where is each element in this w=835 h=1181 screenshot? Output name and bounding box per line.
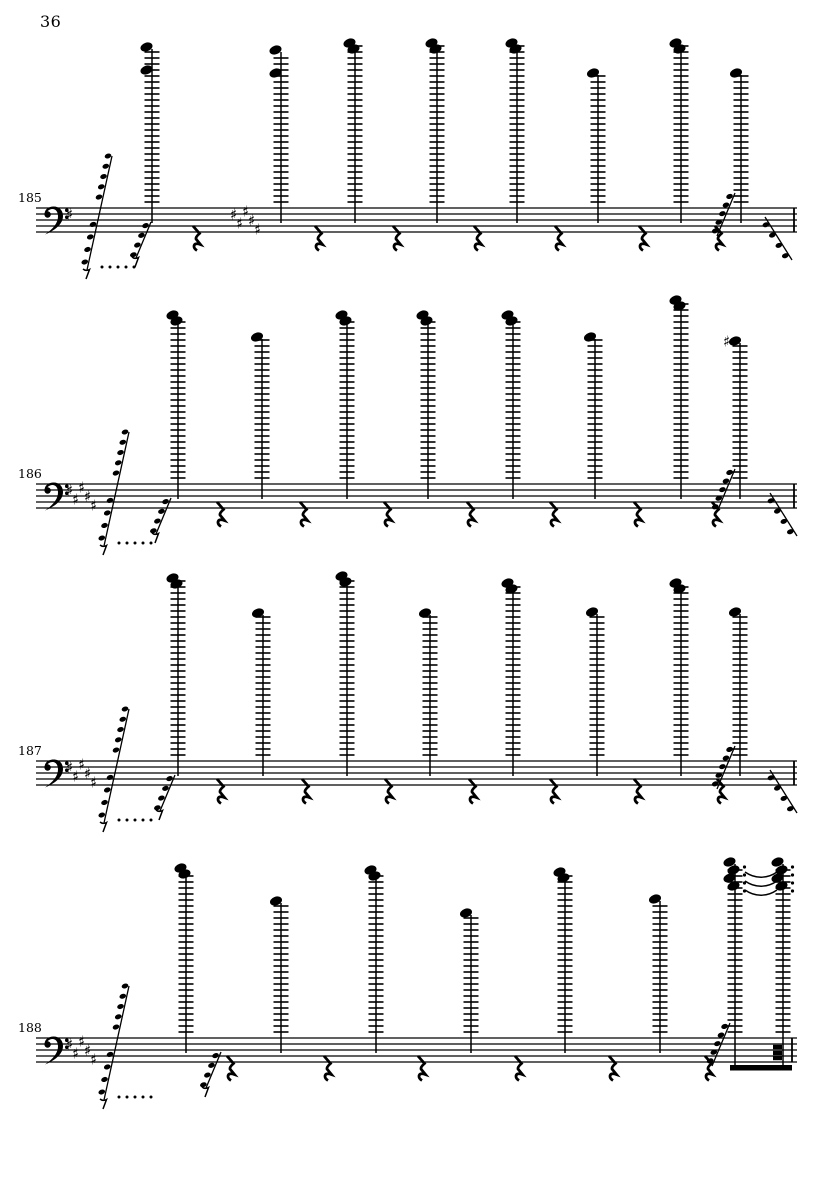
sharp-accidental-icon: ♯ [78, 1032, 86, 1051]
quarter-rest [217, 779, 225, 804]
quarter-rest [515, 1056, 523, 1081]
system-186 [36, 294, 797, 555]
note-column [668, 37, 688, 223]
sharp-accidental-icon: ♯ [78, 478, 86, 497]
measure-number: 185 [18, 190, 42, 205]
run-slash [104, 986, 129, 1100]
sharp-accidental-icon: ♯ [72, 1044, 80, 1063]
rest-hook [132, 257, 139, 267]
quarter-rest [634, 779, 642, 804]
quarter-rest [550, 779, 558, 804]
continuation-dot [134, 1096, 137, 1099]
quarter-rest [634, 502, 642, 527]
rest-hook [152, 533, 159, 543]
note-column [648, 893, 668, 1053]
staff-cluster-notehead [773, 1056, 782, 1060]
note-column [268, 44, 288, 223]
closing-cluster-run [762, 217, 792, 260]
quarter-rest [469, 779, 477, 804]
note-column [424, 37, 444, 223]
opening-cluster-run [81, 153, 136, 279]
quarter-rest [609, 1056, 617, 1081]
sharp-accidental-icon: ♯ [66, 1035, 74, 1054]
continuation-dot [101, 266, 104, 269]
sharp-accidental-icon: ♯ [248, 211, 256, 230]
continuation-dot [109, 266, 112, 269]
sharp-accidental-icon: ♯ [66, 481, 74, 500]
note-column [500, 577, 520, 776]
note-column [165, 309, 185, 499]
note-column [250, 331, 270, 499]
rest-hook [100, 1099, 107, 1109]
system-185 [36, 37, 797, 279]
sharp-accidental-icon: ♯ [84, 764, 92, 783]
tie [745, 881, 777, 886]
key-signature [66, 206, 73, 224]
continuation-dot [142, 542, 145, 545]
secondary-cluster-run [199, 1052, 221, 1097]
note-column [585, 606, 605, 776]
tie [745, 872, 777, 877]
note-column [668, 294, 688, 499]
rest-hook [156, 810, 163, 820]
measure-number: 187 [18, 743, 42, 758]
note-column [363, 864, 383, 1053]
continuation-dot [134, 542, 137, 545]
quarter-rest [550, 502, 558, 527]
sharp-accidental-icon: ♯ [66, 205, 74, 224]
sharp-accidental-icon: ♯ [84, 487, 92, 506]
augmentation-dot [791, 889, 794, 892]
sharp-accidental-icon: ♯ [242, 202, 250, 221]
sharp-accidental-icon: ♯ [90, 773, 98, 792]
measure-number: 188 [18, 1020, 42, 1035]
run-slash [770, 493, 797, 536]
sharp-accidental-icon: ♯ [72, 490, 80, 509]
continuation-dot [126, 819, 129, 822]
rest-hook [100, 545, 107, 555]
sharp-accidental-icon: ♯ [90, 1050, 98, 1069]
note-column [586, 67, 606, 223]
continuation-dot [118, 819, 121, 822]
staff-cluster-notehead [773, 1051, 782, 1055]
continuation-dot [118, 1096, 121, 1099]
note-column [552, 866, 572, 1053]
page-number: 36 [40, 12, 62, 31]
augmentation-dot [743, 865, 746, 868]
quarter-rest [324, 1056, 332, 1081]
system-187 [36, 570, 797, 832]
rest-hook [83, 269, 90, 279]
continuation-dot [125, 266, 128, 269]
secondary-cluster-run [129, 222, 151, 267]
continuation-dot [150, 1096, 153, 1099]
run-slash [104, 709, 129, 823]
continuation-dot [134, 819, 137, 822]
quarter-rest [193, 226, 201, 251]
note-column [139, 41, 159, 223]
note-column [334, 570, 354, 776]
continuation-dot [126, 542, 129, 545]
opening-cluster-run [98, 706, 153, 832]
quarter-rest [393, 226, 401, 251]
note-column [251, 607, 271, 776]
quarter-rest [384, 502, 392, 527]
augmentation-dot [743, 873, 746, 876]
tie [745, 890, 777, 895]
note-column [504, 37, 524, 223]
sharp-accidental-icon: ♯ [84, 1041, 92, 1060]
continuation-dot [142, 1096, 145, 1099]
augmentation-dot [791, 865, 794, 868]
staff-cluster-notehead [773, 1045, 782, 1049]
note-column [269, 895, 289, 1053]
quarter-rest [300, 502, 308, 527]
staff-lines [36, 758, 797, 785]
sharp-accidental-icon: ♯ [90, 496, 98, 515]
quarter-rest [302, 779, 310, 804]
sharp-accidental-icon: ♯ [236, 214, 244, 233]
continuation-dot [126, 1096, 129, 1099]
note-column [583, 331, 603, 499]
run-slash [87, 156, 112, 270]
system-188 [36, 856, 797, 1109]
quarter-rest [315, 226, 323, 251]
quarter-rest [217, 502, 225, 527]
staff-lines [36, 1035, 797, 1062]
rest-hook [202, 1087, 209, 1097]
note-column [668, 577, 688, 776]
staff-lines [36, 481, 797, 508]
note-column [165, 572, 185, 776]
sharp-accidental-icon: ♯ [72, 767, 80, 786]
opening-cluster-run [98, 429, 153, 555]
sharp-accidental-icon: ♯ [230, 205, 238, 224]
continuation-dot [142, 819, 145, 822]
sharp-accidental-icon: ♯ [66, 758, 74, 777]
note-column [418, 607, 438, 776]
quarter-rest [418, 1056, 426, 1081]
quarter-rest [474, 226, 482, 251]
note-column [415, 309, 435, 499]
beam [730, 1065, 792, 1071]
measure-number: 186 [18, 466, 42, 481]
continuation-dot [118, 542, 121, 545]
closing-cluster-run [767, 493, 797, 536]
augmentation-dot [791, 873, 794, 876]
quarter-rest [227, 1056, 235, 1081]
sharp-accidental-icon: ♯ [723, 332, 731, 351]
secondary-cluster-run [153, 775, 175, 820]
augmentation-dot [791, 881, 794, 884]
opening-cluster-run [98, 983, 153, 1109]
closing-cluster-run [767, 770, 797, 813]
secondary-cluster-run [149, 498, 171, 543]
staff-lines [36, 205, 797, 232]
quarter-rest [385, 779, 393, 804]
continuation-dot [117, 266, 120, 269]
sharp-accidental-icon: ♯ [254, 220, 262, 239]
continuation-dot [150, 542, 153, 545]
run-slash [104, 432, 129, 546]
note-column [500, 309, 520, 499]
sharp-accidental-icon: ♯ [78, 755, 86, 774]
run-slash [765, 217, 792, 260]
continuation-dot [150, 819, 153, 822]
rest-hook [100, 822, 107, 832]
note-column [173, 862, 193, 1053]
quarter-rest [467, 502, 475, 527]
note-column [459, 907, 479, 1053]
note-column [334, 309, 354, 499]
quarter-rest [639, 226, 647, 251]
run-slash [770, 770, 797, 813]
note-column [342, 37, 362, 223]
quarter-rest [555, 226, 563, 251]
